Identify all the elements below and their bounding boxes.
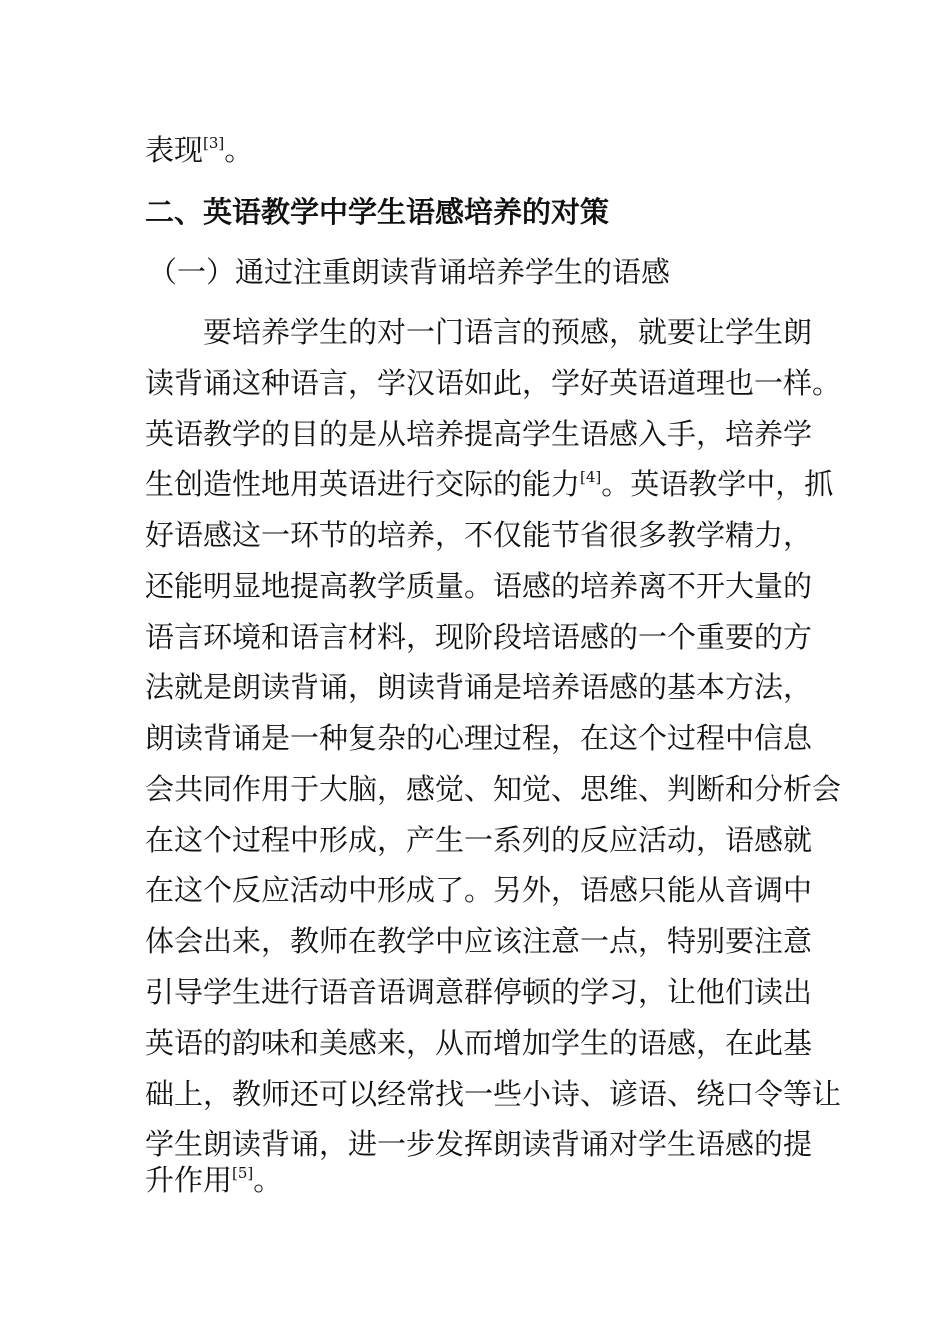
- body-line: 要培养学生的对一门语言的预感，就要让学生朗: [203, 315, 813, 349]
- body-line: 在这个反应活动中形成了。另外，语感只能从音调中: [145, 873, 813, 907]
- body-line: 英语教学的目的是从培养提高学生语感入手，培养学: [145, 417, 813, 451]
- body-line: 法就是朗读背诵，朗读背诵是培养语感的基本方法，: [145, 670, 813, 704]
- body-line: 英语的韵味和美感来，从而增加学生的语感，在此基: [145, 1026, 813, 1060]
- body-line-last: 升作用[5]。: [145, 1163, 283, 1197]
- citation-ref: [3]: [203, 134, 225, 152]
- body-line: 在这个过程中形成，产生一系列的反应活动，语感就: [145, 823, 813, 857]
- body-line: 础上，教师还可以经常找一些小诗、谚语、绕口令等让: [145, 1077, 842, 1111]
- paragraph-end-line: 表现[3]。: [145, 133, 254, 167]
- body-line: 好语感这一环节的培养，不仅能节省很多教学精力，: [145, 518, 813, 552]
- body-line: 学生朗读背诵，进一步发挥朗读背诵对学生语感的提: [145, 1127, 813, 1161]
- body-line: 会共同作用于大脑，感觉、知觉、思维、判断和分析会: [145, 772, 842, 806]
- section-heading: 二、英语教学中学生语感培养的对策: [145, 195, 610, 229]
- body-line: 还能明显地提高教学质量。语感的培养离不开大量的: [145, 569, 813, 603]
- citation-ref: [5]: [232, 1164, 254, 1182]
- body-line: 体会出来，教师在教学中应该注意一点，特别要注意: [145, 924, 813, 958]
- subsection-heading: （一）通过注重朗读背诵培养学生的语感: [148, 255, 671, 289]
- body-line: 读背诵这种语言，学汉语如此，学好英语道理也一样。: [145, 366, 842, 400]
- body-line: 生创造性地用英语进行交际的能力[4]。英语教学中，抓: [145, 467, 834, 501]
- body-line: 朗读背诵是一种复杂的心理过程，在这个过程中信息: [145, 721, 813, 755]
- citation-ref: [4]: [580, 468, 602, 486]
- body-line: 语言环境和语言材料，现阶段培语感的一个重要的方: [145, 620, 813, 654]
- body-line: 引导学生进行语音语调意群停顿的学习，让他们读出: [145, 975, 813, 1009]
